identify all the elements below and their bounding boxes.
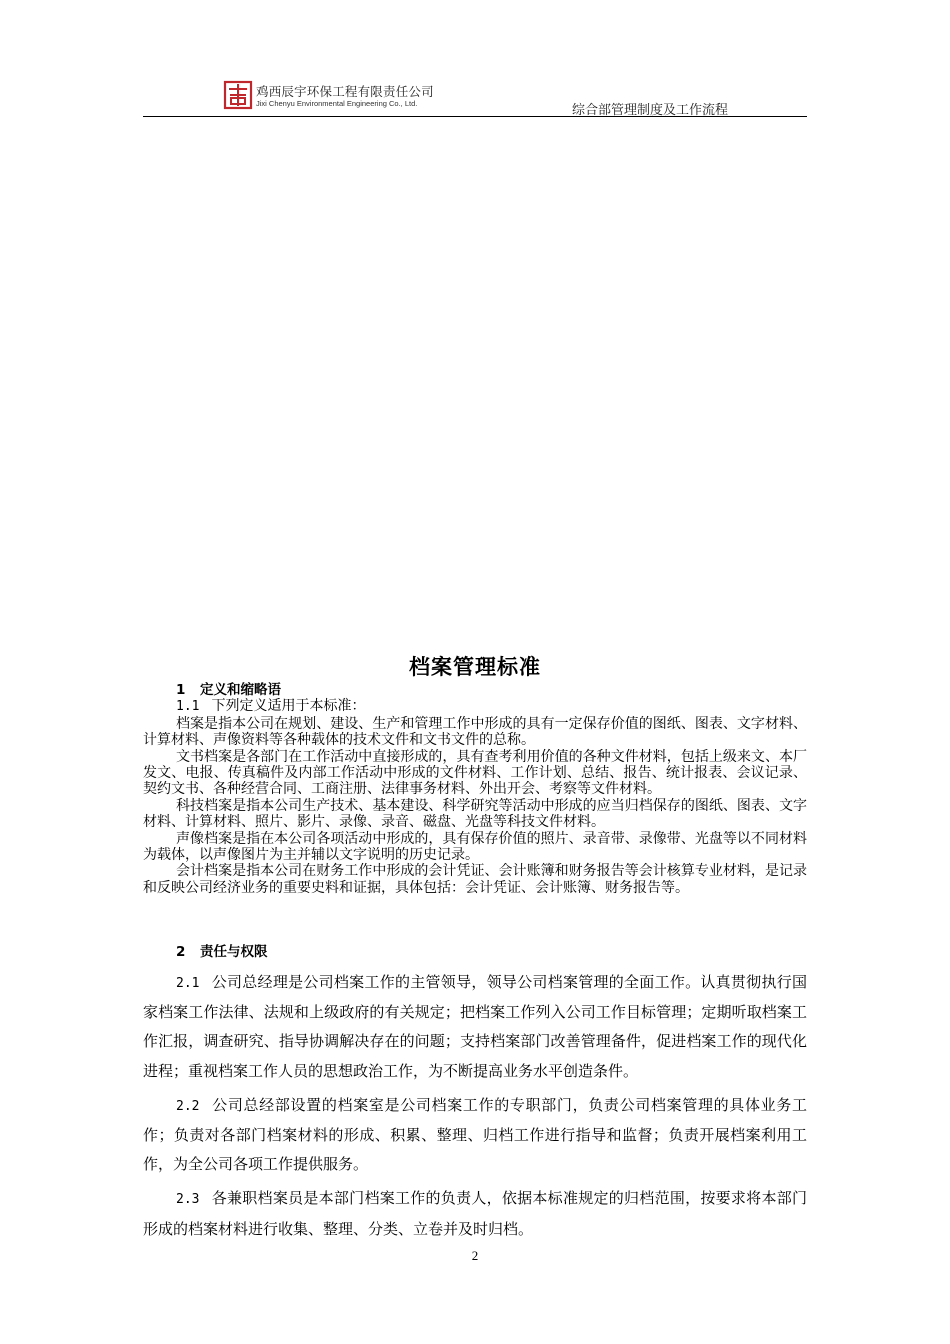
clause-text: 公司总经理是公司档案工作的主管领导，领导公司档案管理的全面工作。认真贯彻执行国家档案工作法律、法规和上级政府的有关规定；把档案工作列入公司工作目标管理；定期听取档案工作汇报，调查研究、指导协调解决存在的问题；支持档案部门改善管理备件，促进档案工作的现代化进程；重视档案工作人员的思想政治工作，为不断提高业务水平创造条件。 bbox=[143, 973, 807, 1080]
header-divider bbox=[143, 116, 807, 117]
clause-text: 各兼职档案员是本部门档案工作的负责人，依据本标准规定的归档范围，按要求将本部门形成的档案材料进行收集、整理、分类、立卷并及时归档。 bbox=[143, 1189, 807, 1238]
definition-paragraph: 会计档案是指本公司在财务工作中形成的会计凭证、会计账簿和财务报告等会计核算专业材料，是记录和反映公司经济业务的重要史料和证据，具体包括：会计凭证、会计账簿、财务报告等。 bbox=[143, 863, 807, 896]
section-1 bbox=[143, 682, 807, 896]
section-1-number: 1 bbox=[176, 682, 186, 698]
page-number: 2 bbox=[471, 1248, 479, 1263]
company-name-cn: 鸡西辰宇环保工程有限责任公司 bbox=[256, 84, 434, 99]
document-title: 档案管理标准 bbox=[409, 655, 541, 679]
clause-2-2 bbox=[143, 1091, 807, 1180]
clause-2-3 bbox=[143, 1184, 807, 1243]
section-2-heading bbox=[176, 940, 268, 960]
clause-number: 1.1 bbox=[176, 699, 200, 715]
clause-1-1 bbox=[143, 698, 807, 715]
section-2-number: 2 bbox=[176, 944, 186, 960]
company-name-en: Jixi Chenyu Environmental Engineering Co., Ltd. bbox=[256, 99, 418, 108]
clause-text: 公司总经部设置的档案室是公司档案工作的专职部门，负责公司档案管理的具体业务工作；负责对各部门档案材料的形成、积累、整理、归档工作进行指导和监督；负责开展档案利用工作，为全公司各项工作提供服务。 bbox=[143, 1095, 807, 1174]
clause-2-1 bbox=[143, 968, 807, 1086]
section-2-title: 责任与权限 bbox=[200, 944, 268, 960]
clause-number: 2.3 bbox=[176, 1192, 200, 1208]
definition-paragraph: 声像档案是指在本公司各项活动中形成的，具有保存价值的照片、录音带、录像带、光盘等以不同材料为载体，以声像图片为主并辅以文字说明的历史记录。 bbox=[143, 830, 807, 864]
definition-paragraph: 文书档案是各部门在工作活动中直接形成的，具有查考利用价值的各种文件材料，包括上级来文、本厂发文、电报、传真稿件及内部工作活动中形成的文件材料、工作计划、总结、报告、统计报表、会议记录、契约文书、各种经营合同、工商注册、法律事务材料、外出开会、考察等文件材料。 bbox=[143, 748, 807, 798]
clause-number: 2.1 bbox=[176, 976, 200, 991]
clause-number: 2.2 bbox=[176, 1098, 200, 1114]
company-logo-icon bbox=[223, 80, 253, 110]
running-header-title: 综合部管理制度及工作流程 bbox=[571, 103, 728, 118]
section-1-title: 定义和缩略语 bbox=[200, 682, 281, 698]
definition-paragraph: 档案是指本公司在规划、建设、生产和管理工作中形成的具有一定保存价值的图纸、图表、文字材料、计算材料、声像资料等各种载体的技术文件和文书文件的总称。 bbox=[143, 715, 807, 749]
clause-text: 下列定义适用于本标准： bbox=[211, 698, 366, 715]
definition-paragraph: 科技档案是指本公司生产技术、基本建设、科学研究等活动中形成的应当归档保存的图纸、图表、文字材料、计算材料、照片、影片、录像、录音、磁盘、光盘等科技文件材料。 bbox=[143, 797, 807, 831]
section-1-heading bbox=[143, 682, 807, 698]
section-2 bbox=[143, 968, 807, 1249]
